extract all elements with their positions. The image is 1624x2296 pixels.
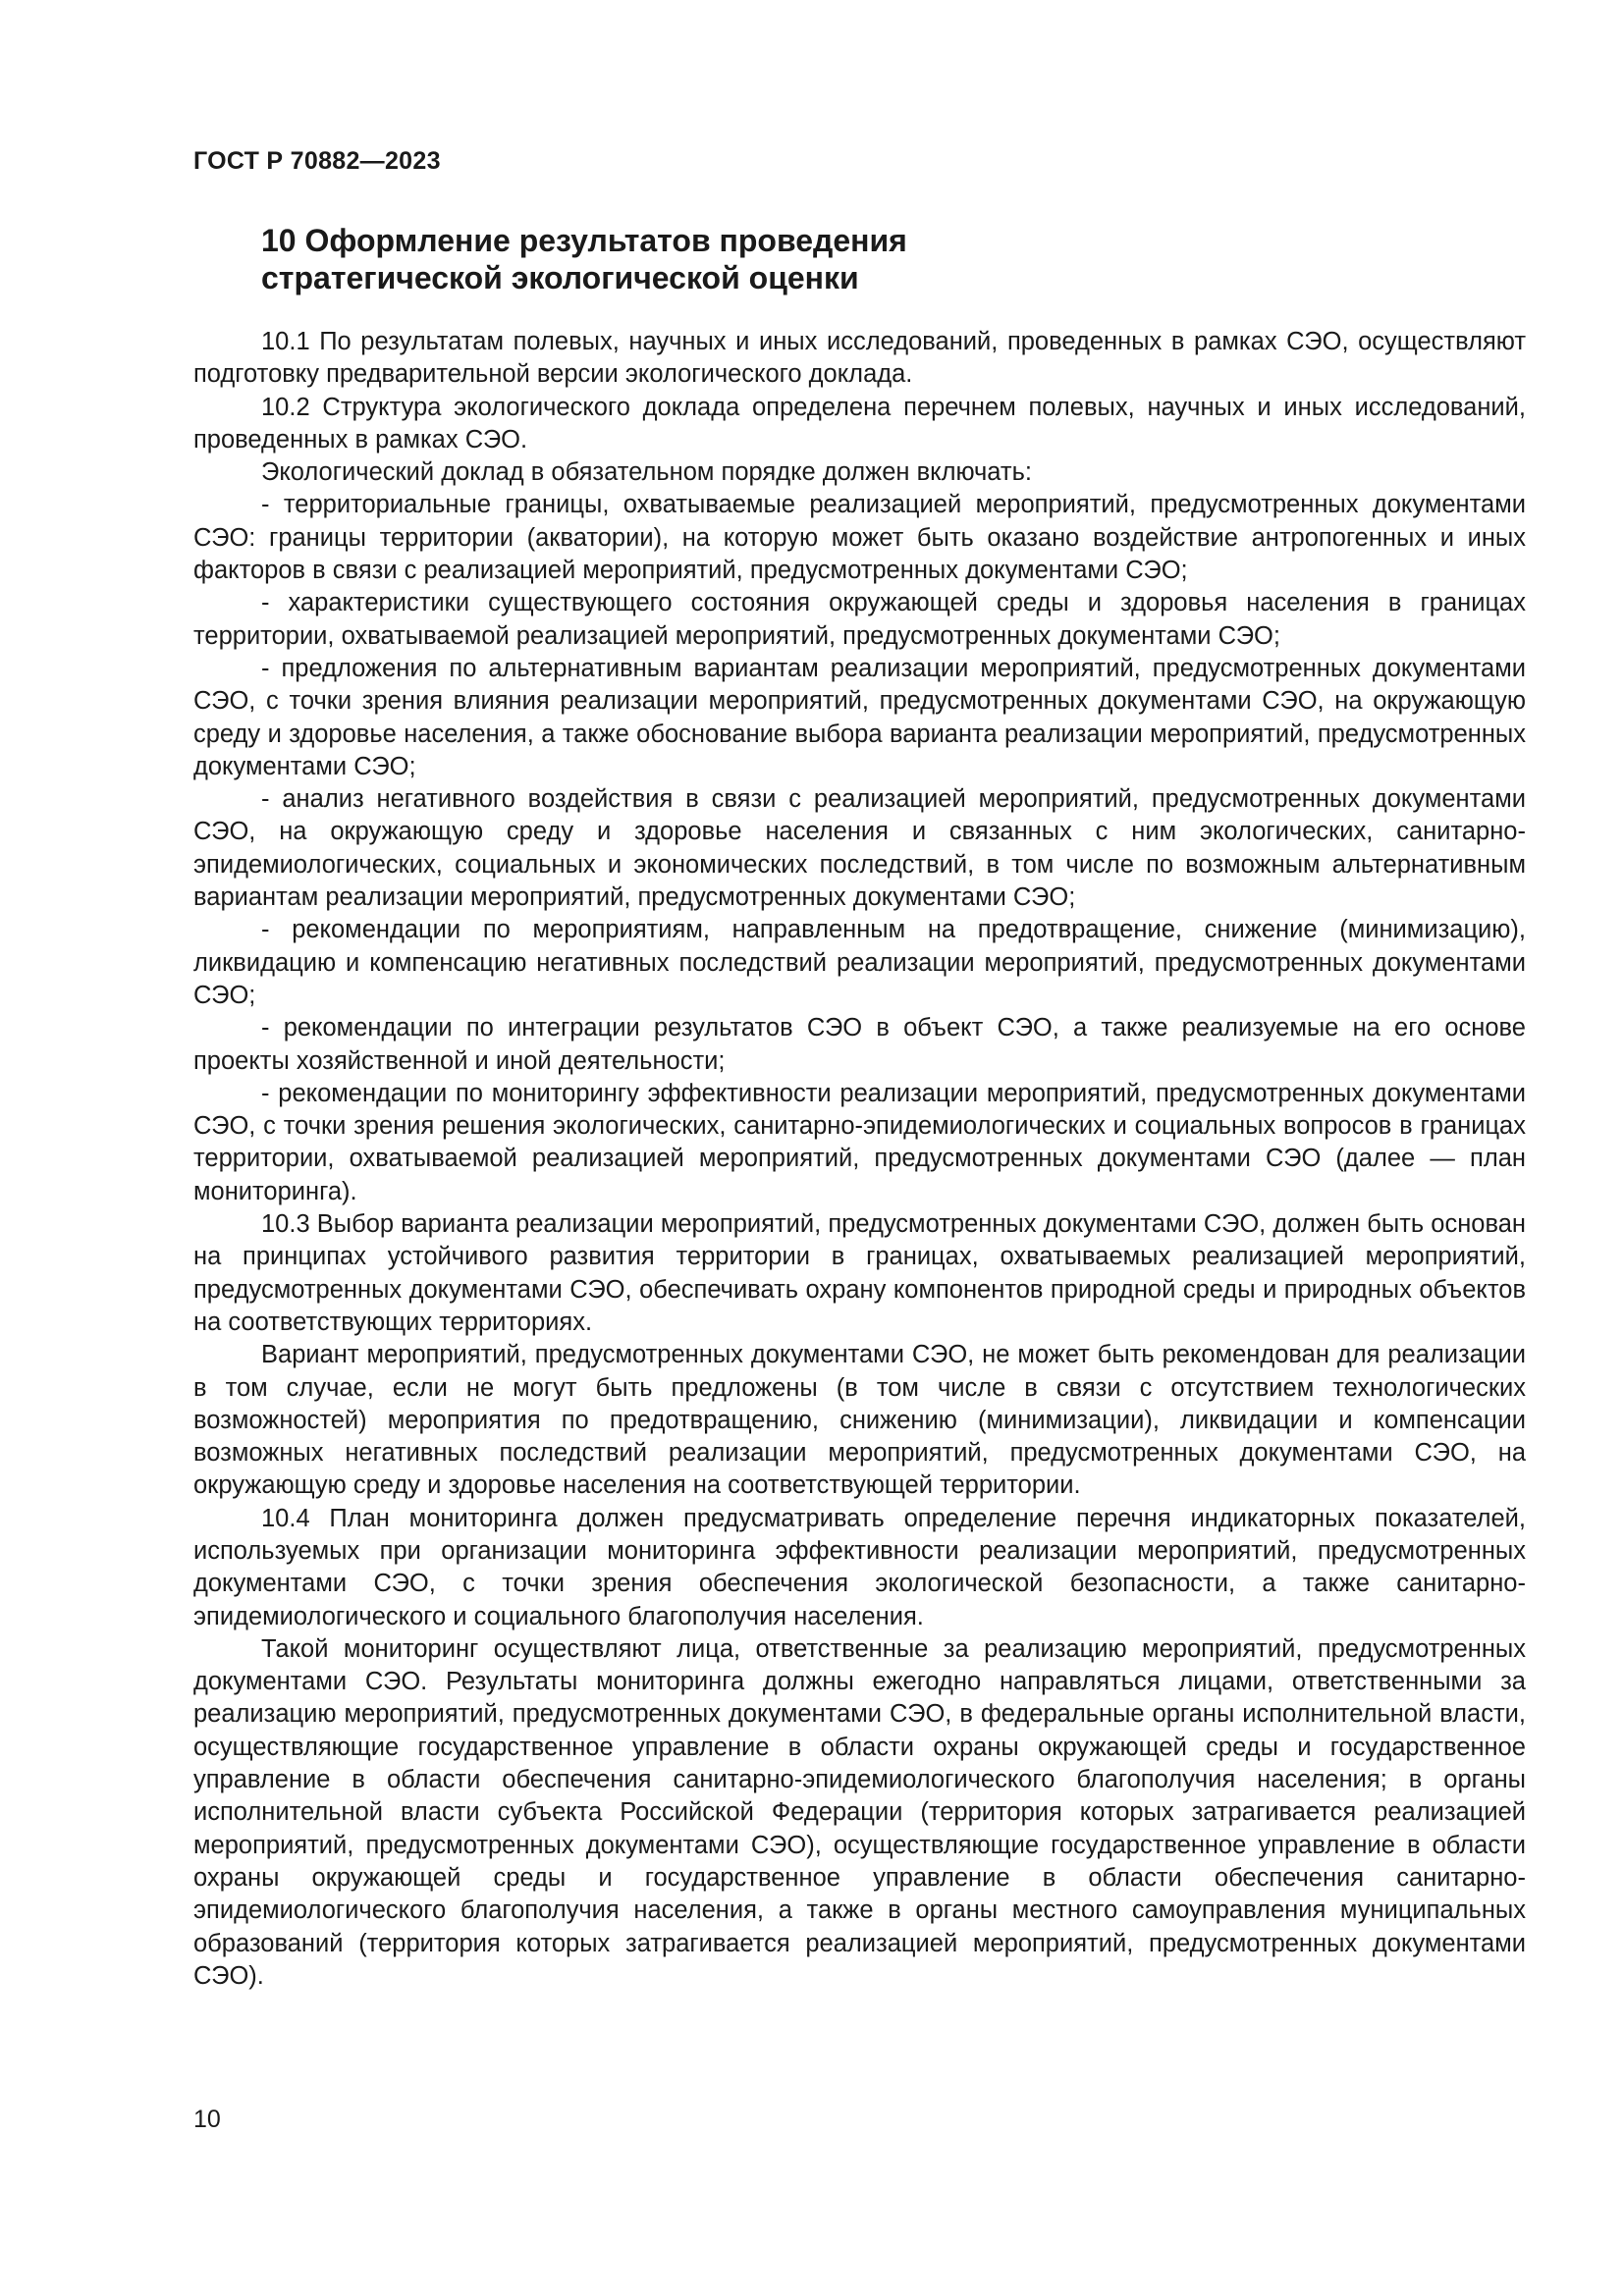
section-title-line-2: стратегической экологической оценки [261,260,859,295]
list-item-integration: - рекомендации по интеграции результатов СЭО в объект СЭО, а также реализуемые на его основе проекты хозяйственной и иной деятельности; [193,1014,1526,1075]
list-item-environment-state: - характеристики существующего состояния окружающей среды и здоровья населения в границах территории, охватываемой реализацией мероприятий, предусмотренных документами СЭО; [193,589,1526,650]
section-title-line-1: 10 Оформление результатов проведения [261,223,907,258]
list-item-alternatives: - предложения по альтернативным вариантам реализации мероприятий, предусмотренных документами СЭО, с точки зрения влияния реализации мероприятий, предусмотренных документами СЭО, на окружающую среду и здоровье населения, а также обоснование выбора варианта реализации мероприятий, предусмотренных документами СЭО; [193,654,1526,780]
list-item-boundaries: - территориальные границы, охватываемые реализацией мероприятий, предусмотренных документами СЭО: границы территории (акватории), на которую может быть оказано воздействие антропогенных и иных факторов в связи с реализацией мероприятий, предусмотренных документами СЭО; [193,491,1526,585]
paragraph-10-4: 10.4 План мониторинга должен предусматривать определение перечня индикаторных показателей, используемых при организации мониторинга эффективности реализации мероприятий, предусмотренных документами СЭО, с точки зрения обеспечения экологической безопасности, а также санитарно-эпидемиологического и социального благополучия населения. [193,1504,1526,1630]
page-number: 10 [193,2106,221,2133]
document-body [193,326,1526,1993]
document-code: ГОСТ Р 70882—2023 [193,147,441,175]
list-item-impact-analysis: - анализ негативного воздействия в связи с реализацией мероприятий, предусмотренных документами СЭО, на окружающую среду и здоровье населения и связанных с ним экологических, санитарно-эпидемиологических, социальных и экономических последствий, в том числе по возможным альтернативным вариантам реализации мероприятий, предусмотренных документами СЭО; [193,785,1526,912]
paragraph-10-2: 10.2 Структура экологического доклада определена перечнем полевых, научных и иных исследований, проведенных в рамках СЭО. [193,393,1526,454]
section-title [261,222,1439,296]
list-item-monitoring: - рекомендации по мониторингу эффективности реализации мероприятий, предусмотренных документами СЭО, с точки зрения решения экологических, санитарно-эпидемиологических и социальных вопросов в границах территории, охватываемой реализацией мероприятий, предусмотренных документами СЭО (далее — план мониторинга). [193,1079,1526,1205]
paragraph-report-intro: Экологический доклад в обязательном порядке должен включать: [261,458,1032,487]
list-item-mitigation: - рекомендации по мероприятиям, направленным на предотвращение, снижение (минимизацию), ликвидацию и компенсацию негативных последствий реализации мероприятий, предусмотренных документами СЭО; [193,916,1526,1009]
paragraph-10-3: 10.3 Выбор варианта реализации мероприятий, предусмотренных документами СЭО, должен быть основан на принципах устойчивого развития территории в границах, охватываемых реализацией мероприятий, предусмотренных документами СЭО, обеспечивать охрану компонентов природной среды и природных объектов на соответствующих территориях. [193,1210,1526,1336]
paragraph-10-1: 10.1 По результатам полевых, научных и иных исследований, проведенных в рамках СЭО, осуществляют подготовку предварительной версии экологического доклада. [193,328,1526,389]
paragraph-monitoring-duties: Такой мониторинг осуществляют лица, ответственные за реализацию мероприятий, предусмотренных документами СЭО. Результаты мониторинга должны ежегодно направляться лицами, ответственными за реализацию мероприятий, предусмотренных документами СЭО, в федеральные органы исполнительной власти, осуществляющие государственное управление в области охраны окружающей среды и государственное управление в области обеспечения санитарно-эпидемиологического благополучия населения; в органы исполнительной власти субъекта Российской Федерации (территория которых затрагивается реализацией мероприятий, предусмотренных документами СЭО), осуществляющие государственное управление в области охраны окружающей среды и государственное управление в области обеспечения санитарно-эпидемиологического благополучия населения, а также в органы местного самоуправления муниципальных образований (территория которых затрагивается реализацией мероприятий, предусмотренных документами СЭО). [193,1634,1526,1990]
paragraph-variant: Вариант мероприятий, предусмотренных документами СЭО, не может быть рекомендован для реализации в том случае, если не могут быть предложены (в том числе в связи с отсутствием технологических возможностей) мероприятия по предотвращению, снижению (минимизации), ликвидации и компенсации возможных негативных последствий реализации мероприятий, предусмотренных документами СЭО, на окружающую среду и здоровье населения на соответствующей территории. [193,1341,1526,1500]
